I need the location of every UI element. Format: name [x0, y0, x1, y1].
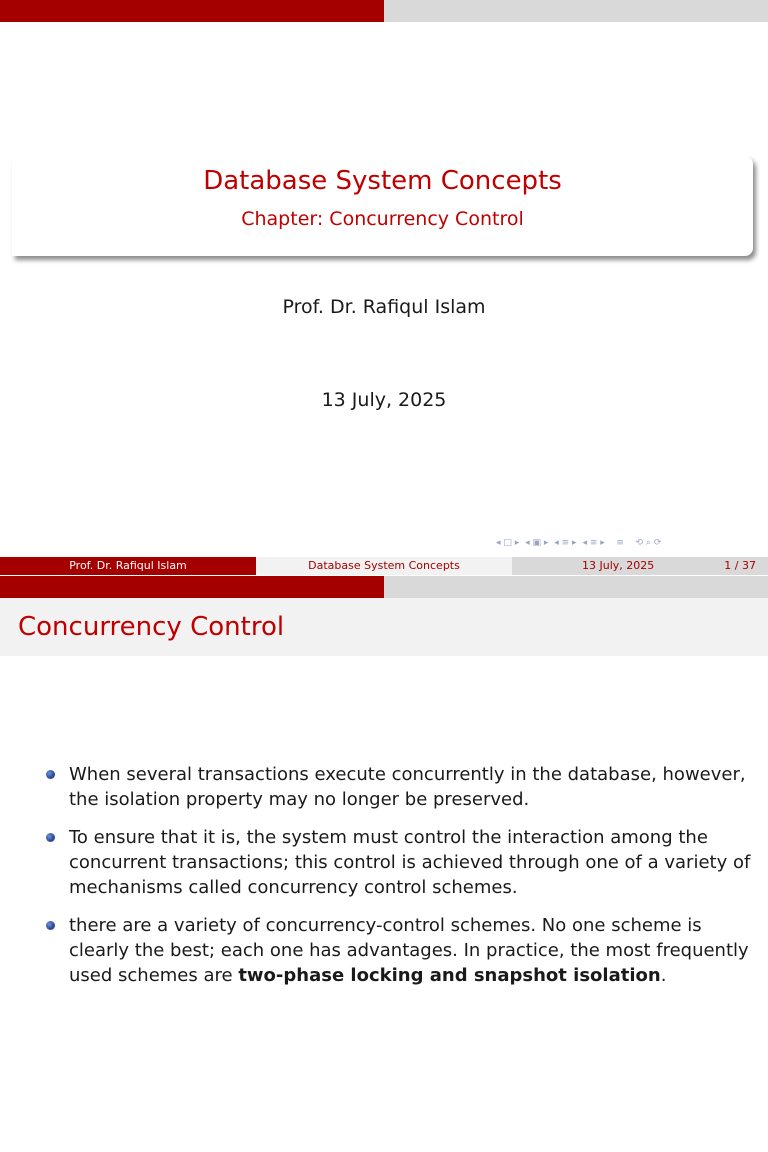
- bullet-text: To ensure that it is, the system must control the interaction among the concurrent transactions; this control is achieved through one of a variety of mechanisms called concurrency control schemes.: [69, 827, 751, 898]
- nav-prev-icon[interactable]: ◂ □ ▸: [496, 538, 520, 548]
- nav-next-icon[interactable]: ≡: [610, 538, 624, 548]
- bullet-icon: [46, 770, 55, 779]
- progress-bar: [0, 576, 768, 598]
- footer-title: Database System Concepts: [256, 557, 512, 575]
- bullet-text: there are a variety of concurrency-control schemes. No one scheme is clearly the best; each one has advantages. In practice, the most frequently used schemes are: [69, 915, 749, 986]
- footline: [0, 557, 768, 575]
- bullet-icon: [46, 833, 55, 842]
- page-number: 1 / 37: [724, 559, 756, 572]
- progress-fill: [0, 576, 384, 598]
- frame-title: Concurrency Control: [18, 612, 285, 642]
- content-slide: [0, 576, 768, 1152]
- nav-subsection-icon[interactable]: ◂ ≡ ▸: [554, 538, 577, 548]
- bullet-emphasis: two-phase locking and snapshot isolation: [238, 965, 661, 986]
- list-item: [44, 913, 754, 988]
- bullet-text: When several transactions execute concurrently in the database, however, the isolation property may no longer be preserved.: [69, 764, 746, 810]
- navigation-bar: [496, 538, 764, 552]
- footer-author: Prof. Dr. Rafiqul Islam: [0, 557, 256, 575]
- author-name: Prof. Dr. Rafiqul Islam: [282, 296, 486, 318]
- presentation-subtitle: Chapter: Concurrency Control: [241, 208, 524, 230]
- presentation-date: 13 July, 2025: [321, 389, 447, 411]
- footer-date: 13 July, 2025: [582, 559, 655, 572]
- bullet-icon: [46, 921, 55, 930]
- nav-frame-icon[interactable]: ◂ ▣ ▸: [525, 538, 549, 548]
- progress-fill: [0, 0, 384, 22]
- bullet-list: [44, 762, 754, 1001]
- title-box: [12, 156, 753, 256]
- list-item: [44, 762, 754, 812]
- footer-date-cell: [512, 557, 768, 575]
- bullet-tail: .: [660, 965, 667, 986]
- progress-bar: [0, 0, 768, 22]
- nav-search-icon[interactable]: ⟲ ⌕ ⟳: [629, 538, 662, 548]
- nav-section-icon[interactable]: ◂ ≡ ▸: [582, 538, 605, 548]
- list-item: [44, 825, 754, 900]
- presentation-title: Database System Concepts: [203, 166, 562, 196]
